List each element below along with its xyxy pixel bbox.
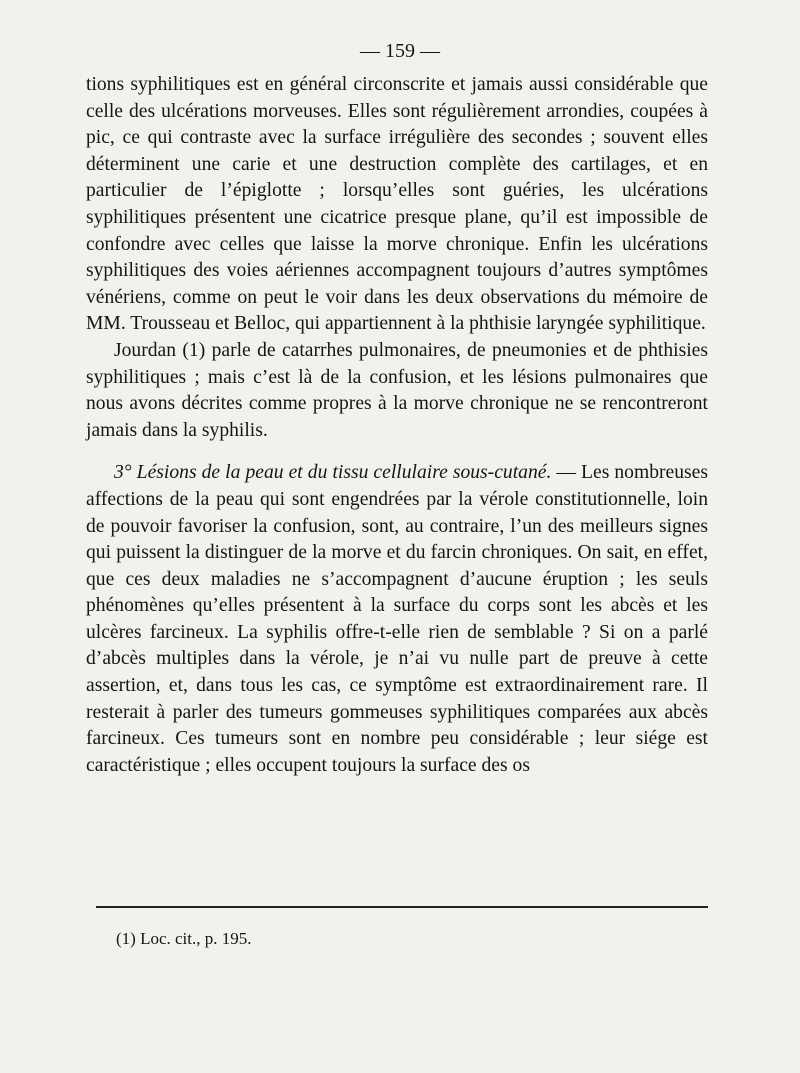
page-number: — 159 — <box>360 40 440 62</box>
body-text <box>86 72 708 779</box>
section-body: — Les nombreuses affections de la peau qui sont engendrées par la vérole constitutionnelle, loin de pouvoir favoriser la confusion, sont, au contraire, l’un des meilleurs signes qui puissent la distinguer de la morve et du farcin chroniques. On sait, en effet, que ces deux maladies ne s’accompagnent d’aucune éruption ; les seuls phénomènes qu’elles présentent à la surface du corps sont les abcès et les ulcères farcineux. La syphilis offre-t-elle rien de semblable ? Si on a parlé d’abcès multiples dans la vérole, je n’ai vu nulle part de preuve à cette assertion, et, dans tous les cas, ce symptôme est extraordinairement rare. Il resterait à parler des tumeurs gommeuses syphilitiques comparées aux abcès farcineux. Ces tumeurs sont en nombre peu considérable ; leur siége est caractéristique ; elles occupent toujours la surface des os <box>86 462 708 776</box>
paragraph-3 <box>86 460 708 779</box>
paragraph-1: tions syphilitiques est en général circonscrite et jamais aussi considérable que celle des ulcérations morveuses. Elles sont régulièrement arrondies, coupées à pic, ce qui contraste avec la surface irrégulière des secondes ; souvent elles déterminent une carie et une destruction complète des cartilages, et en particulier de l’épiglotte ; lorsqu’elles sont guéries, les ulcérations syphilitiques présentent une cicatrice presque plane, qu’il est impossible de confondre avec celles que laisse la morve chronique. Enfin les ulcérations syphilitiques des voies aériennes accompagnent toujours d’autres symptômes vénériens, comme on peut le voir dans les deux observations du mémoire de MM. Trousseau et Belloc, qui appartiennent à la phthisie laryngée syphilitique. <box>86 74 708 335</box>
paragraph-2: Jourdan (1) parle de catarrhes pulmonaires, de pneumonies et de phthisies syphilitiques ; mais c’est là de la confusion, et les lésions pulmonaires que nous avons décrites comme propres à la morve chronique ne se rencontreront jamais dans la syphilis. <box>86 339 708 441</box>
footnote: (1) Loc. cit., p. 195. <box>116 929 252 948</box>
section-heading: 3° Lésions de la peau et du tissu cellulaire sous-cutané. <box>114 462 552 484</box>
footnote-divider <box>96 906 708 908</box>
